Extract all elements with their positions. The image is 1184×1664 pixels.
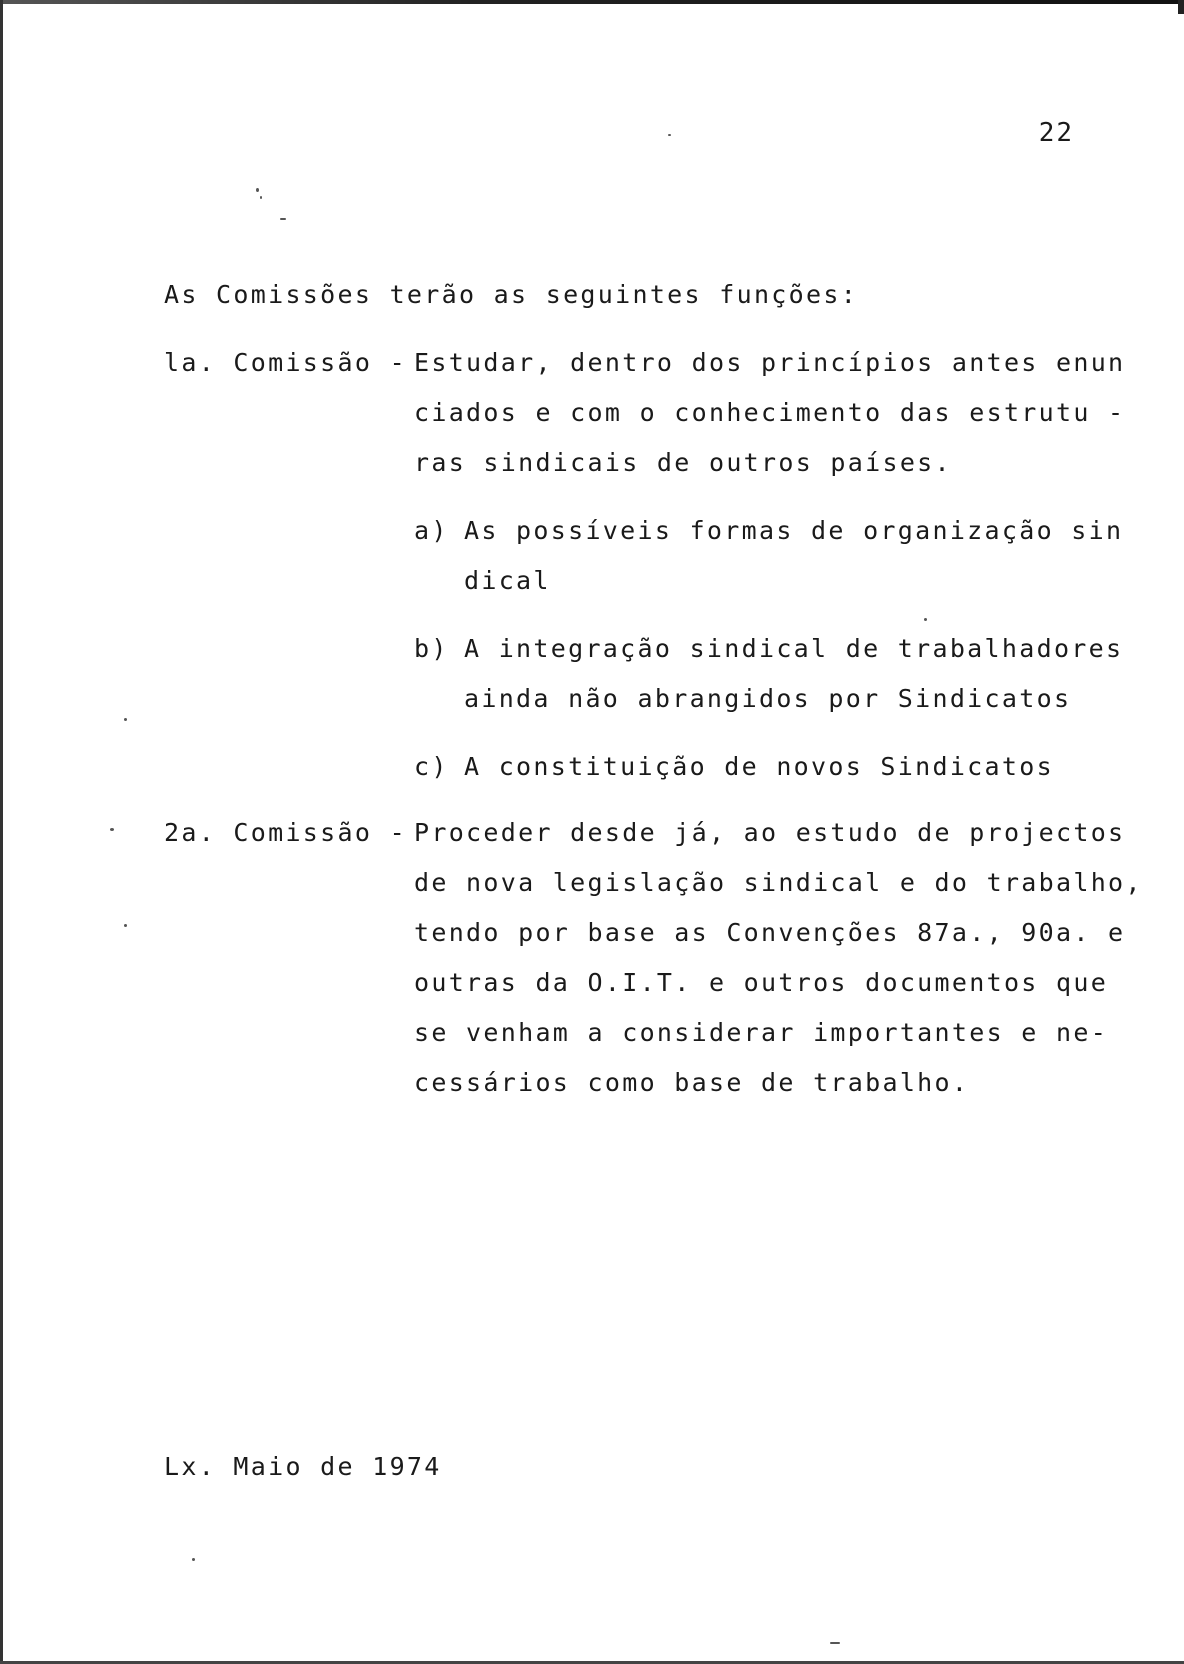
- item-b-marker: b): [414, 634, 449, 663]
- commission-2-line: outras da O.I.T. e outros documentos que: [414, 968, 1109, 997]
- scan-border-corner: [1178, 0, 1184, 14]
- scan-border-left: [0, 0, 3, 1664]
- item-b-line: ainda não abrangidos por Sindicatos: [464, 684, 1072, 713]
- commission-2-line: Proceder desde já, ao estudo de projectos: [414, 818, 1126, 847]
- commission-2-line: tendo por base as Convenções 87a., 90a. e: [414, 918, 1126, 947]
- scan-speck: [192, 1558, 195, 1561]
- intro-line: As Comissões terão as seguintes funções:: [164, 280, 859, 309]
- commission-1-line: Estudar, dentro dos princípios antes enun: [414, 348, 1126, 377]
- scan-speck: [260, 196, 262, 199]
- scan-speck: [124, 924, 127, 927]
- commission-1-line: ras sindicais de outros países.: [414, 448, 952, 477]
- scan-speck: [124, 718, 127, 721]
- item-c-line: A constituição de novos Sindicatos: [464, 752, 1054, 781]
- scan-speck: [256, 188, 259, 192]
- scan-border-top: [0, 0, 1184, 4]
- signature-line: Lx. Maio de 1974: [164, 1452, 442, 1481]
- scan-speck: [924, 618, 927, 621]
- commission-2-line: se venham a considerar importantes e ne-: [414, 1018, 1109, 1047]
- item-a-line: As possíveis formas de organização sin: [464, 516, 1124, 545]
- scan-speck: [830, 1642, 840, 1644]
- page-number: 22: [1038, 118, 1074, 148]
- scan-speck: [280, 218, 286, 220]
- commission-2-label: 2a. Comissão -: [164, 818, 407, 847]
- commission-1-label: la. Comissão -: [164, 348, 407, 377]
- item-a-marker: a): [414, 516, 449, 545]
- scan-speck: [668, 134, 671, 136]
- item-a-line: dical: [464, 566, 551, 595]
- item-c-marker: c): [414, 752, 449, 781]
- item-b-line: A integração sindical de trabalhadores: [464, 634, 1124, 663]
- scan-speck: [110, 828, 114, 831]
- commission-2-line: cessários como base de trabalho.: [414, 1068, 970, 1097]
- commission-2-line: de nova legislação sindical e do trabalho,: [414, 868, 1143, 897]
- commission-1-line: ciados e com o conhecimento das estrutu -: [414, 398, 1126, 427]
